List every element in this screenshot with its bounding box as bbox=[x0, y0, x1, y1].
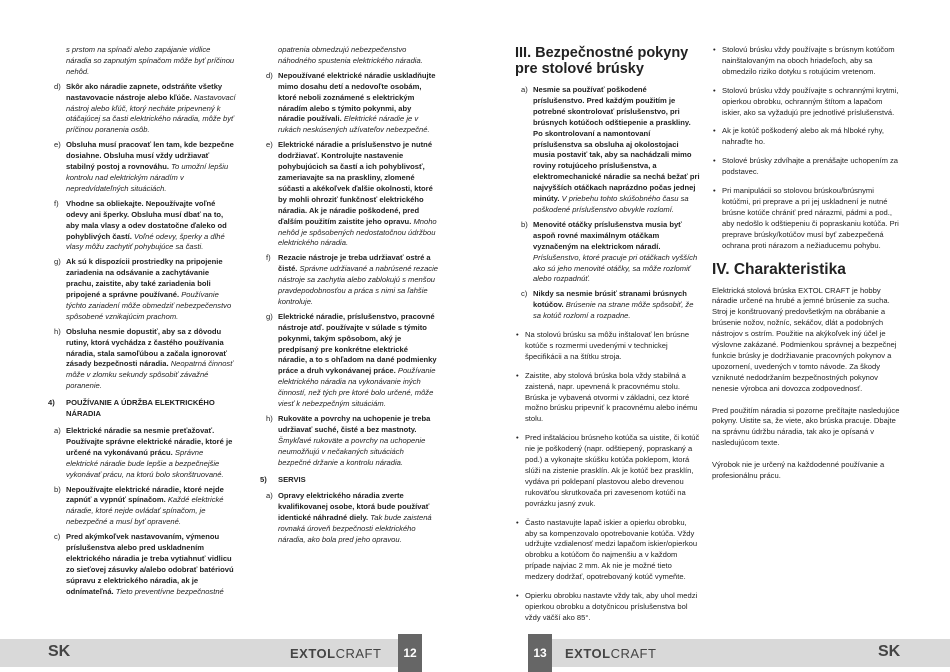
language-code-left: SK bbox=[48, 643, 71, 660]
bullet-item: • Často nastavujte lapač iskier a opierku obrobku, aby sa kompenzovalo opotrebovanie kotúča. Vždy udržujte vzdialenosť medzi lapačom iskier/opierkou obrobku a kotúčom čo najmenšiu a v každom prípade najviac 2 mm. Ak nie je možné tieto medzery dodržať, opotrebovaný kotúč vymeňte. bbox=[516, 517, 698, 582]
bullet-item: • Opierku obrobku nastavte vždy tak, aby uhol medzi opierkou obrobku a dotyčnicou príslušenstva bol vždy väčší ako 85°. bbox=[516, 591, 698, 622]
brand-logo-left: EXTOLCRAFT bbox=[290, 646, 382, 661]
section-3-heading: III. Bezpečnostné pokyny pre stolové brúsky bbox=[515, 45, 689, 77]
page-number-right: 13 bbox=[528, 634, 552, 672]
left-page bbox=[0, 0, 475, 634]
rule-e: e) Obsluha musí pracovať len tam, kde bezpečne dosiahne. Obsluha musí vždy udržiavať stabilný postoj a rovnováhu. To umožní lepšiu kontrolu nad elektrickým náradím v nepredvídateľných situáciách. bbox=[54, 140, 234, 193]
rule-c: c) Nikdy sa nesmie brúsiť stranami brúsnych kotúčov. Brúsenie na strane môže spôsobiť, že sa kotúč rozlomí a rozpadne. bbox=[521, 289, 694, 321]
continued-text: opatrenia obmedzujú nebezpečenstvo náhodného spustenia elektrického náradia. bbox=[278, 45, 423, 65]
rule-d: d) Nepoužívané elektrické náradie uskladňujte mimo dosahu detí a nedovoľte osobám, ktoré neboli zoznámené s elektrickým náradím alebo s týmito pokynmi, aby náradie používali. Elektrické náradie je v rukách neskúsených užívateľov nebezpečné. bbox=[266, 70, 436, 135]
rule-g: g) Elektrické náradie, príslušenstvo, pracovné nástroje atď. používajte v súlade s týmito pokynmi, takým spôsobom, aký je predpísaný pre konkrétne elektrické náradie, a to s ohľadom na dané podmienky práce a druh vykonávanej práce. Používanie elektrického náradia na vykonávanie iných činností, než tých pre ktoré bolo určené, môže viesť k nebezpečným situáciám. bbox=[266, 311, 437, 409]
paragraph: Pred použitím náradia si pozorne prečítajte nasledujúce pokyny. Uistite sa, že viete, ako brúska pracuje. Dbajte na správnu údržbu náradia, tak ako je opísaná v nasledujúcom texte. bbox=[712, 405, 900, 448]
bullet-item: • Ak je kotúč poškodený alebo ak má hlboké ryhy, nahraďte ho. bbox=[713, 126, 884, 147]
bullet-item: • Pred inštaláciou brúsneho kotúča sa uistite, či kotúč nie je poškodený (napr. odštiepený, popraskaný a pod.) a vykonajte skúšku kotúča poklepom, ktorá slúži na zistenie prasklín. Ak je kotúč bez prasklín, vydáva pri poklepaní plastovou alebo drevenou rukoväťou skrutkovača pri zavesenom kotúči na povrázku jasný zvuk. bbox=[516, 433, 700, 508]
brand-logo-right: EXTOLCRAFT bbox=[565, 646, 657, 661]
rule-a: a) Elektrické náradie sa nesmie preťažovať. Používajte správne elektrické náradie, ktoré je určené na vykonávanú prácu. Správne elektrické náradie bude lepšie a bezpečnejšie vykonávať prácu, na ktorú bolo skonštruované. bbox=[54, 426, 233, 479]
rule-b: b) Nepoužívajte elektrické náradie, ktoré nejde zapnúť a vypnúť spínačom. Každé elektrické náradie, ktoré nejde ovládať spínačom, je nebezpečné a musí byť opravené. bbox=[54, 484, 224, 527]
bullet-item: • Stolové brúsky zdvíhajte a prenášajte uchopením za podstavec. bbox=[713, 156, 899, 177]
paragraph: Elektrická stolová brúska EXTOL CRAFT je hobby náradie určené na hrubé a jemné brúsenie za sucha. Stroj je konštruovaný predovšetkým na obrábanie a brúsenie nožov, nožníc, sekáčov, dlát a podobných nástrojov s ostrím. Použitie na akýkoľvek iný účel je výslovne zakázané. Podmienkou správnej a bezpečnej funkcie brúsky je dodržiavanie pracovných pokynov a upozornení, uvedených v tomto návode. Za škody vzniknuté nedodržaním bezpečnostných pokynov nenesie výrobca ani dovozca zodpovednosť. bbox=[712, 285, 897, 393]
rule-f: f) Rezacie nástroje je treba udržiavať ostré a čisté. Správne udržiavané a nabrúsené rezacie nástroje sa zachytia alebo zablokujú s menšou pravdepodobnosťou a práca s nimi sa ľahšie kontroluje. bbox=[266, 253, 439, 306]
column-2 bbox=[260, 45, 438, 550]
bullet-item: • Stolovú brúsku vždy používajte s ochrannými krytmi, opierkou obrobku, ochranným štítom a lapačom iskier, ako sa vyžadujú pre jednotlivé príslušenstvá. bbox=[713, 85, 899, 117]
bullet-item: • Na stolovú brúsku sa môžu inštalovať len brúsne kotúče s rozmermi uvedenými v technickej špecifikácii a na štítku stroja. bbox=[516, 330, 690, 361]
rule-g: g) Ak sú k dispozícii prostriedky na pripojenie zariadenia na odsávanie a zachytávanie prachu, zaistite, aby také zariadenia boli pripojené a správne používané. Používanie týchto zariadení môže obmedziť nebezpečenstvo spôsobené vznikajúcim prachom. bbox=[54, 257, 232, 321]
rule-c: c) Pred akýmkoľvek nastavovaním, výmenou príslušenstva alebo pred uskladnením elektrického náradia je treba vytiahnuť vidlicu zo sieťovej zásuvky a/alebo odobrať batériovú súpravu z elektrického náradia, ak je odnímateľná. Tieto preventívne bezpečnostné bbox=[54, 532, 234, 596]
section-4-heading: IV. Charakteristika bbox=[712, 260, 846, 278]
paragraph: Výrobok nie je určený na každodenné používanie a profesionálnu prácu. bbox=[712, 460, 885, 481]
section-4-heading: 4) POUŽÍVANIE A ÚDRŽBA ELEKTRICKÉHO NÁRADIA bbox=[48, 398, 215, 419]
rule-h: h) Rukoväte a povrchy na uchopenie je treba udržiavať suché, čisté a bez mastnoty. Šmykľavé rukoväte a povrchy na uchopenie neumožňujú v nečakaných situáciách bezpečné držanie a kontrolu náradia. bbox=[266, 414, 431, 467]
column-4 bbox=[712, 45, 900, 493]
rule-b: b) Menovité otáčky príslušenstva musia byť aspoň rovné maximálnym otáčkam vyznačeným na elektrickom náradí. Príslušenstvo, ktoré pracuje pri otáčkach vyšších ako sú jeho menovité otáčky, sa môže rozlomiť alebo rozpadnúť. bbox=[521, 219, 698, 284]
rule-a: a) Nesmie sa používať poškodené príslušenstvo. Pred každým použitím je potrebné skontrolovať príslušenstvo, pri brúsnych kotúčoch odštiepenie a praskliny. Po skontrolovaní a namontovaní príslušenstva sa obsluha aj okolostojaci musia postaviť tak, aby sa nachádzali mimo roviny rotujúceho príslušenstva, a elektromechanické náradie sa nechá bežať pri najvyšších otáčkach naprázdno počas jednej minúty. V priebehu tohto skúšobného času sa poškodené príslušenstvo obvykle rozlomí. bbox=[521, 85, 700, 214]
rule-f: f) Vhodne sa obliekajte. Nepoužívajte voľné odevy ani šperky. Obsluha musí dbať na to, aby mala vlasy a odev dostatočne ďaleko od pohyblivých častí. Voľné odevy, šperky a dlhé vlasy môžu zachytiť pohybujúce sa časti. bbox=[54, 198, 227, 252]
bullet-item: • Stolovú brúsku vždy používajte s brúsnym kotúčom nainštalovaným na oboch hriadeľoch, aby sa obmedzilo riziko dotyku s rotujúcim vretenom. bbox=[713, 45, 895, 76]
rule-a: a) Opravy elektrického náradia zverte kvalifikovanej osobe, ktorá bude používať identické náhradné diely. Tak bude zaistená rovnaká úroveň bezpečnosti elektrického náradia, ako bola pred jeho opravou. bbox=[266, 491, 432, 545]
language-code-right: SK bbox=[878, 643, 901, 660]
page-number-left: 12 bbox=[398, 634, 422, 672]
bullet-item: • Pri manipulácii so stolovou brúskou/brúsnymi kotúčmi, pri preprave a pri jej uskladnení je nutné brúsne kotúče chrániť pred nárazmi, pádmi a pod., aby nedošlo k odštiepeniu či popraskaniu kotúča. Pri preprave brúsky/kotúčov musí byť zabezpečená ochrana proti nárazom a nežiaducemu pohybu. bbox=[713, 186, 899, 250]
section-5-heading: 5) SERVIS bbox=[260, 474, 306, 484]
rule-h: h) Obsluha nesmie dopustiť, aby sa z dôvodu rutiny, ktorá vychádza z častého používania náradia, stala samoľúbou a začala ignorovať zásady bezpečnosti náradia. Neopatrná činnosť môže v zlomku sekundy spôsobiť závažné poranenie. bbox=[54, 326, 233, 391]
continued-text: s prstom na spínači alebo zapájanie vidlice náradia so zapnutým spínačom môže byť príčinou nehôd. bbox=[66, 45, 235, 76]
bullet-item: • Zaistite, aby stolová brúska bola vždy stabilná a zaistená, napr. upevnená k pracovnému stolu. Brúska je vybavená otvormi v základni, cez ktoré možno brúsku pripevniť k pracovnému alebo inému stolu. bbox=[516, 370, 698, 424]
column-3 bbox=[515, 45, 700, 632]
rule-d: d) Skôr ako náradie zapnete, odstráňte všetky nastavovacie nástroje alebo kľúče. Nastavovací nástroj alebo kľúč, ktorý necháte pripevnený k otáčajúcej sa časti elektrického náradia, môže byť príčinou poranenia osôb. bbox=[54, 81, 236, 135]
footer bbox=[0, 634, 950, 672]
column-1 bbox=[48, 45, 236, 602]
rule-e: e) Elektrické náradie a príslušenstvo je nutné dodržiavať. Kontrolujte nastavenie pohybujúcich sa častí a ich pohyblivosť, zameriavajte sa na praskliny, zlomené súčasti a akékoľvek ďalšie okolnosti, ktoré by mohli ohroziť funkčnosť elektrického náradia. Ak je náradie poškodené, pred ďalším použitím zaistite jeho opravu. Mnoho nehôd je spôsobených nedostatočnou údržbou elektrického náradia. bbox=[266, 140, 437, 248]
